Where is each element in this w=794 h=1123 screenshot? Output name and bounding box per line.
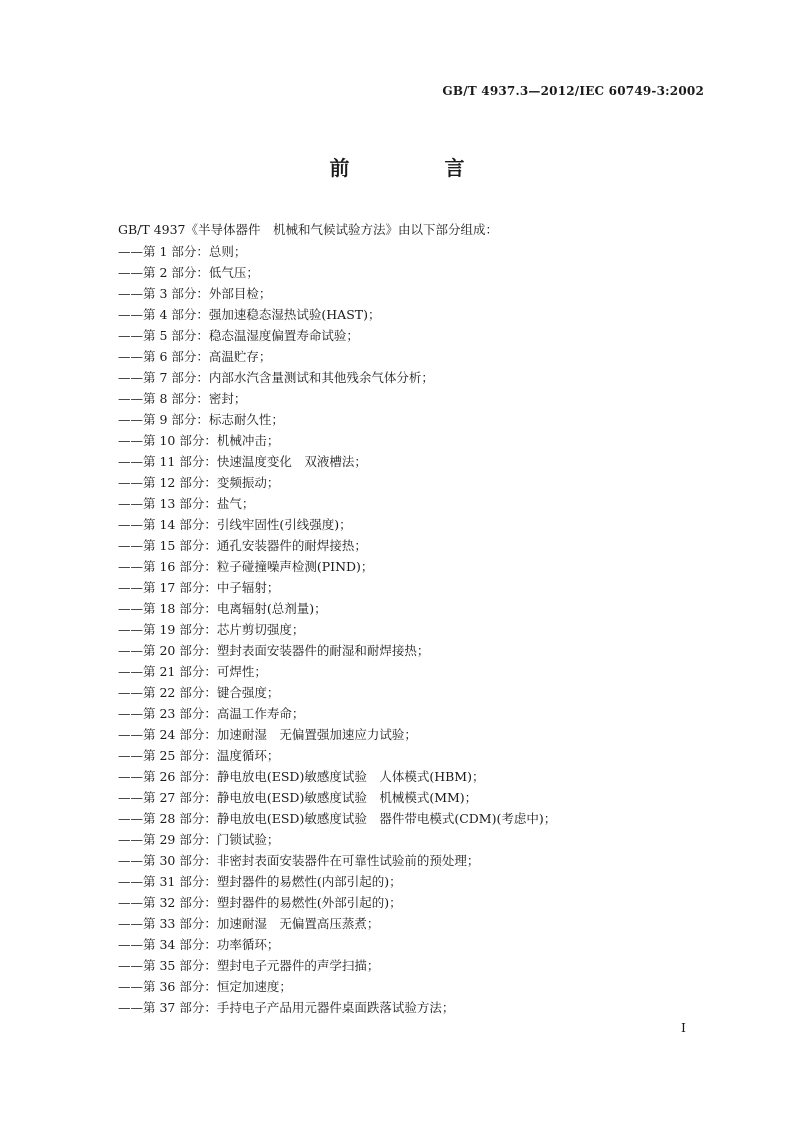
- list-item: ——第 25 部分：温度循环；: [118, 748, 280, 763]
- list-item: ——第 11 部分：快速温度变化 双液槽法；: [118, 454, 367, 469]
- list-item: ——第 15 部分：通孔安装器件的耐焊接热；: [118, 538, 367, 553]
- list-item: ——第 30 部分：非密封表面安装器件在可靠性试验前的预处理；: [118, 853, 480, 868]
- list-item: ——第 6 部分：高温贮存；: [118, 349, 272, 364]
- list-item: ——第 10 部分：机械冲击；: [118, 433, 280, 448]
- list-item: ——第 34 部分：功率循环；: [118, 937, 280, 952]
- page-number: I: [681, 1020, 686, 1035]
- list-item: ——第 4 部分：强加速稳态湿热试验(HAST)；: [118, 307, 381, 322]
- list-item: ——第 32 部分：塑封器件的易燃性(外部引起的)；: [118, 895, 402, 910]
- list-item: ——第 17 部分：中子辐射；: [118, 580, 280, 595]
- parts-list: [118, 241, 556, 1018]
- list-item: ——第 24 部分：加速耐湿 无偏置强加速应力试验；: [118, 727, 417, 742]
- list-item: ——第 2 部分：低气压；: [118, 265, 259, 280]
- intro-paragraph: GB/T 4937《半导体器件 机械和气候试验方法》由以下部分组成：: [118, 222, 499, 237]
- list-item: ——第 19 部分：芯片剪切强度；: [118, 622, 305, 637]
- list-item: ——第 21 部分：可焊性；: [118, 664, 267, 679]
- list-item: ——第 29 部分：门锁试验；: [118, 832, 280, 847]
- standard-code-header: GB/T 4937.3—2012/IEC 60749-3:2002: [442, 84, 704, 98]
- list-item: ——第 28 部分：静电放电(ESD)敏感度试验 器件带电模式(CDM)(考虑中)；: [118, 811, 557, 826]
- list-item: ——第 26 部分：静电放电(ESD)敏感度试验 人体模式(HBM)；: [118, 769, 485, 784]
- list-item: ——第 1 部分：总则；: [118, 244, 247, 259]
- list-item: ——第 3 部分：外部目检；: [118, 286, 272, 301]
- list-item: ——第 36 部分：恒定加速度；: [118, 979, 292, 994]
- list-item: ——第 27 部分：静电放电(ESD)敏感度试验 机械模式(MM)；: [118, 790, 478, 805]
- list-item: ——第 35 部分：塑封电子元器件的声学扫描；: [118, 958, 380, 973]
- list-item: ——第 20 部分：塑封表面安装器件的耐湿和耐焊接热；: [118, 643, 430, 658]
- list-item: ——第 9 部分：标志耐久性；: [118, 412, 284, 427]
- list-item: ——第 7 部分：内部水汽含量测试和其他残余气体分析；: [118, 370, 434, 385]
- list-item: ——第 33 部分：加速耐湿 无偏置高压蒸煮；: [118, 916, 380, 931]
- list-item: ——第 8 部分：密封；: [118, 391, 247, 406]
- list-item: ——第 18 部分：电离辐射(总剂量)；: [118, 601, 327, 616]
- list-item: ——第 12 部分：变频振动；: [118, 475, 280, 490]
- list-item: ——第 14 部分：引线牢固性(引线强度)；: [118, 517, 352, 532]
- page-title: 前 言: [329, 156, 509, 180]
- list-item: ——第 16 部分：粒子碰撞噪声检测(PIND)；: [118, 559, 374, 574]
- list-item: ——第 23 部分：高温工作寿命；: [118, 706, 305, 721]
- list-item: ——第 5 部分：稳态温湿度偏置寿命试验；: [118, 328, 359, 343]
- list-item: ——第 31 部分：塑封器件的易燃性(内部引起的)；: [118, 874, 402, 889]
- list-item: ——第 22 部分：键合强度；: [118, 685, 280, 700]
- list-item: ——第 13 部分：盐气；: [118, 496, 255, 511]
- list-item: ——第 37 部分：手持电子产品用元器件桌面跌落试验方法；: [118, 1000, 455, 1015]
